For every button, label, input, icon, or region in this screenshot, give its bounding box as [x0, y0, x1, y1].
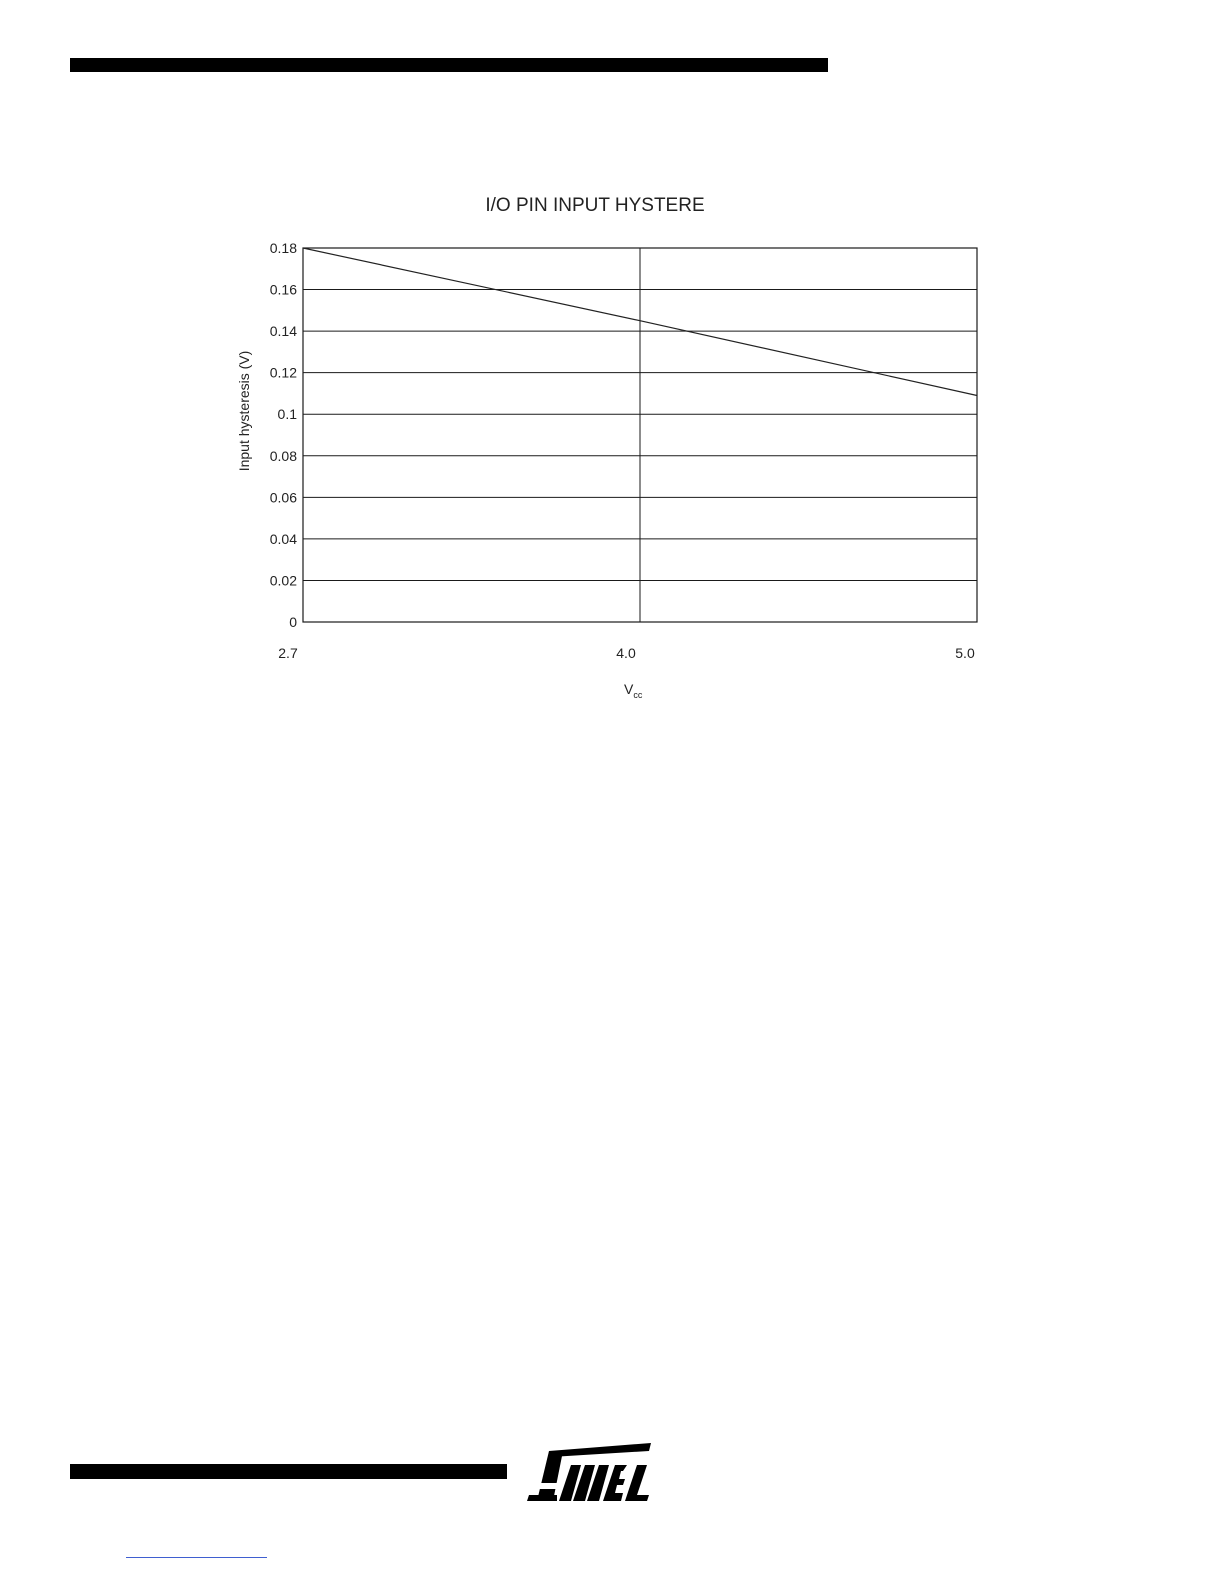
x-tick-label: 2.7	[278, 645, 298, 661]
y-tick-label: 0.08	[269, 447, 297, 464]
y-tick-label: 0.02	[269, 572, 297, 589]
x-tick-label: 5.0	[955, 645, 975, 661]
y-tick-label: 0	[289, 614, 297, 630]
y-tick-label: 0.06	[269, 489, 297, 506]
atmel-logo	[527, 1443, 651, 1503]
y-tick-label: 0.14	[269, 323, 297, 340]
chart-title: I/O PIN INPUT HYSTERE	[485, 195, 705, 216]
y-tick-label: 0.18	[269, 240, 297, 256]
y-tick-labels	[270, 240, 297, 630]
footer-rule	[70, 1464, 507, 1479]
x-axis-label-main: V	[624, 681, 634, 697]
y-axis-label: Input hysteresis (V)	[236, 350, 252, 472]
footer-link-underline[interactable]	[126, 1557, 267, 1558]
x-tick-label: 4.0	[616, 645, 636, 661]
chart-grid	[303, 248, 977, 622]
y-tick-label: 0.04	[269, 530, 297, 547]
y-tick-label: 0.1	[277, 406, 297, 423]
y-tick-label: 0.12	[269, 364, 297, 381]
chart	[0, 0, 1224, 760]
y-tick-label: 0.16	[269, 281, 297, 298]
x-axis-label	[624, 681, 643, 700]
x-tick-labels	[278, 645, 975, 661]
x-axis-label-subscript: cc	[633, 690, 643, 700]
